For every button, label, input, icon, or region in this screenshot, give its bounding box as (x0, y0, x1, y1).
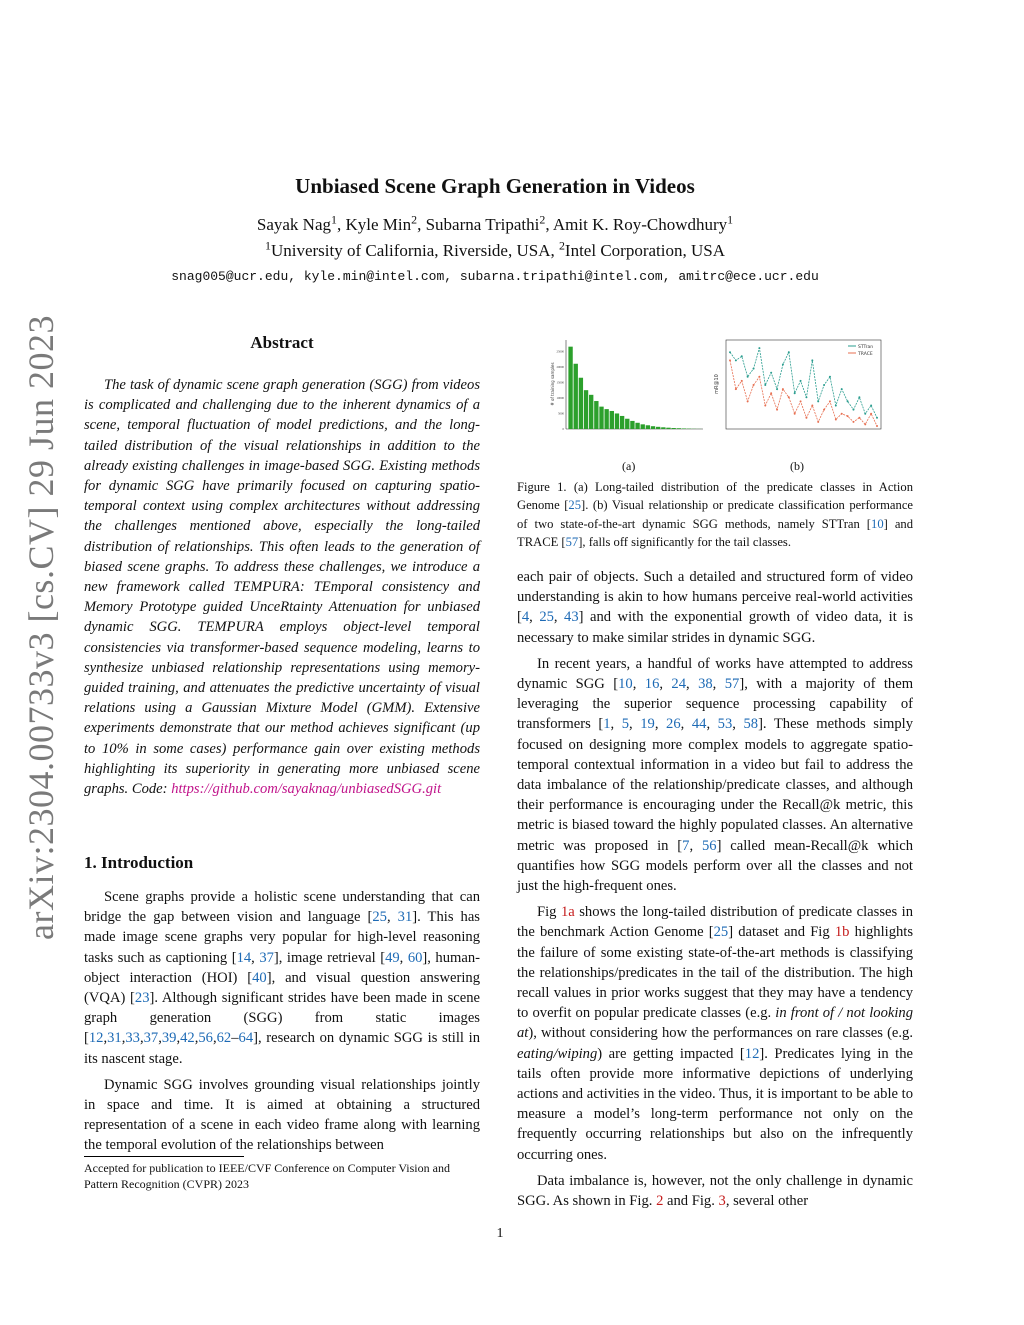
series-point (858, 417, 860, 419)
series-point (800, 400, 802, 402)
series-line (730, 348, 877, 418)
section-heading-introduction: 1. Introduction (84, 853, 194, 872)
paper-title: Unbiased Scene Graph Generation in Videos (295, 174, 695, 198)
y-tick-label: 20000 (556, 365, 564, 370)
bar (625, 419, 629, 429)
y-tick-label: 25000 (556, 349, 564, 354)
affiliations (0, 238, 990, 261)
citation-link[interactable]: 64 (238, 1030, 254, 1047)
code-link[interactable]: https://github.com/sayaknag/unbiasedSGG.git (171, 781, 442, 798)
affil-sup: 2 (558, 238, 565, 253)
bar (599, 407, 603, 429)
citation-link[interactable]: 53 (717, 716, 733, 733)
citation-link[interactable]: 33 (125, 1030, 140, 1047)
affiliation-1: University of California, Riverside, USA, (270, 241, 559, 260)
bar (656, 427, 660, 429)
series-point (852, 409, 854, 411)
citation-link[interactable]: 37 (259, 949, 274, 966)
intro-paragraph-2: Dynamic SGG involves grounding visual relationships jointly in space and time. It is aimed at obtaining a structured representation of a scene in each video frame along with learning the temporal evolution of the relationships between (84, 1076, 480, 1154)
author: Sayak Nag (256, 215, 332, 234)
citation-link[interactable]: 42 (180, 1030, 195, 1047)
citation-link[interactable]: 56 (701, 837, 717, 854)
bar (584, 390, 588, 429)
citation-link[interactable]: 57 (724, 676, 740, 693)
series-point (847, 415, 849, 417)
bar (666, 428, 670, 429)
series-point (841, 388, 843, 390)
series-point (811, 359, 813, 361)
series-point (770, 372, 772, 374)
citation-link[interactable]: 44 (691, 716, 707, 733)
citation-link[interactable]: 12 (744, 1045, 760, 1062)
author-sup: 2 (539, 212, 546, 227)
author-list: Sayak Nag$^1$, Kyle Min$^2$, Subarna Tripathi$^2$, Amit K. Roy-Chowdhury$^1$ (256, 212, 734, 234)
intro-paragraph-1: Scene graphs provide a holistic scene understanding that can bridge the gap between vision and language [25, 31]. This has made image scene graphs very popular for high-level reasoning tasks such as captioning [14, 37], image retrieval [49, 60], human-object interaction (HOI) [40], and visual question answering (VQA) [23]. Although significant strides have been made in scene graph generation (SGG) from static images [12,31,33,37,39,42,56,62–64], research on dynamic SGG is still in its nascent stage. (84, 889, 481, 1067)
citation-link[interactable]: 49 (385, 949, 400, 966)
series-point (829, 376, 831, 378)
legend (848, 344, 873, 357)
figure-1b-line-chart (706, 336, 886, 454)
author: Amit K. Roy-Chowdhury (552, 215, 728, 234)
citation-link[interactable]: 58 (743, 716, 759, 733)
citation-link[interactable]: 38 (698, 676, 713, 693)
series-point (758, 347, 760, 349)
y-tick-label: 5000 (558, 411, 564, 416)
series-point (735, 388, 737, 390)
y-tick-label: 0 (562, 427, 564, 432)
series-point (782, 364, 784, 366)
citation-link[interactable]: 60 (407, 949, 423, 966)
citation-link[interactable]: 10 (871, 516, 884, 531)
series-point (782, 388, 784, 390)
bar (635, 423, 639, 429)
author-emails: snag005@ucr.edu, kyle.min@intel.com, subarna.tripathi@intel.com, amitrc@ece.ucr.edu (171, 269, 819, 284)
series-point (870, 413, 872, 415)
series-point (870, 405, 872, 407)
series-point (829, 400, 831, 402)
right-paragraph-4: Data imbalance is, however, not the only challenge in dynamic SGG. As shown in Fig. 2 and Fig. 3, several other (517, 1172, 913, 1210)
bar (574, 364, 578, 429)
bar (615, 413, 619, 429)
citation-link[interactable]: 57 (565, 534, 579, 549)
citation-link[interactable]: 26 (666, 716, 681, 733)
citation-link[interactable]: 23 (134, 990, 150, 1007)
series-point (770, 392, 772, 394)
series-point (788, 396, 790, 398)
citation-link[interactable]: 25 (372, 909, 387, 926)
y-axis-label: mR@10 (714, 374, 720, 394)
abstract-body (84, 375, 480, 799)
citation-link[interactable]: 10 (618, 676, 633, 693)
bar (677, 428, 681, 429)
bar (604, 409, 608, 429)
citation-link[interactable]: 25 (539, 609, 554, 626)
figure-ref-link[interactable]: 1a (560, 904, 575, 921)
figure-ref-link[interactable]: 1b (834, 924, 850, 941)
citation-link[interactable]: 1 (603, 716, 611, 733)
series-point (741, 380, 743, 382)
series-point (835, 418, 837, 420)
series-point (747, 400, 749, 402)
series-point (858, 396, 860, 398)
citation-link[interactable]: 16 (644, 676, 660, 693)
series-point (852, 421, 854, 423)
citation-link[interactable]: 5 (621, 716, 629, 733)
series-point (876, 425, 878, 427)
series-point (823, 384, 825, 386)
figure-1a-bar-chart (548, 336, 708, 454)
bar (579, 378, 583, 429)
bar (620, 416, 624, 429)
series-point (747, 376, 749, 378)
bar (682, 428, 686, 429)
bar (661, 427, 665, 429)
arxiv-identifier: arXiv:2304.00733v3 [cs.CV] 29 Jun 2023 (21, 315, 61, 940)
bar (630, 421, 634, 429)
citation-link[interactable]: 25 (713, 924, 729, 941)
series-point (776, 388, 778, 390)
citation-link[interactable]: 31 (107, 1030, 122, 1047)
bar (651, 426, 655, 429)
series-point (776, 409, 778, 411)
right-paragraph-1: each pair of objects. Such a detailed and structured form of video understanding is akin to how humans perceive real-world activities [4, 25, 43] and with the exponential growth of video data, it is necessary to make similar strides in dynamic SGG. (517, 569, 914, 646)
bar (568, 347, 572, 429)
citation-link[interactable]: 19 (640, 716, 655, 733)
abstract-text: The task of dynamic scene graph generation (SGG) from videos is complicated and challenging due to the inherent dynamics of a scene, temporal fluctuation of model predictions, and the long-tailed distribution of the visual relationships in addition to the already existing challenges in image-based SGG. Existing methods for dynamic SGG have primarily focused on capturing spatio-temporal context using complex architectures without addressing the challenges mentioned above, especially the long-tailed distribution of relationships. This often leads to the generation of biased scene graphs. To address these challenges, we introduce a new framework called TEMPURA: TEmporal consistency and Memory Prototype guided UnceRtainty Attenuation for unbiased dynamic SGG. TEMPURA employs object-level temporal consistencies via transformer-based sequence modeling, learns to synthesize unbiased relationship representations using memory-guided training, and attenuates the predictive uncertainty of visual relations using a Gaussian Mixture Model (GMM). Extensive experiments demonstrate that our method achieves significant (up to 10% in some cases) performance gain over existing methods highlighting its superiority in generating more unbiased scene graphs. (84, 377, 480, 798)
author-sup: 1 (727, 212, 734, 227)
citation-link[interactable]: 62 (216, 1030, 232, 1047)
right-paragraph-2: In recent years, a handful of works have attempted to address dynamic SGG [10, 16, 24, 38, 57], with a majority of them leveraging the superior sequence processing capability of transformers [1, 5, 19, 26, 44, 53, 58]. These methods simply focused on designing more complex models to aggregate spatio-temporal contextual information in a video but fail to address the data imbalance of the relationship/predicate classes, and although their performance is encouraging under the Recall@k metric, this metric is biased toward the highly populated classes. An alternative metric was proposed in [7, 56] called mean-Recall@k which quantifies how SGG models perform over all the classes and not just the high-frequent ones. (517, 655, 914, 895)
series-point (800, 380, 802, 382)
abstract-heading: Abstract (250, 333, 314, 352)
series-point (764, 384, 766, 386)
citation-link[interactable]: 56 (198, 1030, 213, 1047)
legend-trace: TRACE (858, 352, 873, 357)
bar (610, 411, 614, 429)
citation-link[interactable]: 40 (252, 969, 267, 986)
series-point (794, 392, 796, 394)
citation-link[interactable]: 14 (236, 949, 252, 966)
affiliation-2: Intel Corporation, USA (564, 241, 725, 260)
bar (641, 424, 645, 429)
series-point (847, 400, 849, 402)
series-point (764, 405, 766, 407)
series-point (805, 396, 807, 398)
series-point (788, 351, 790, 353)
footnote-rule (84, 1156, 244, 1157)
intro-body (84, 887, 480, 1162)
citation-link[interactable]: 43 (564, 609, 579, 626)
figure-ref-link[interactable]: 2 (656, 1193, 664, 1210)
author: Subarna Tripathi (425, 215, 540, 234)
author-sup: 2 (411, 212, 418, 227)
bar (589, 395, 593, 429)
citation-link[interactable]: 37 (143, 1030, 159, 1047)
author: Kyle Min (345, 215, 412, 234)
series-point (729, 359, 731, 361)
series-point (841, 413, 843, 415)
right-paragraph-3: Fig 1a shows the long-tailed distribution of predicate classes in the benchmark Action Genome [25] dataset and Fig 1b highlights the failure of some existing state-of-the-art methods is classifying the relationships/predicates in the tail of the distribution. The high recall values in prior works suggest that they may have a tendency to overfit on popular predicate classes (e.g. in front of / not looking at), without considering how the performances on rare classes (e.g. eating/wiping) are getting impacted [12]. Predicates lying in the tails often provide more informative depictions of underlying actions and activities in the video. Thus, it is important to be able to measure a model’s long-term performance not only on the frequently occurring relationships but also on the infrequently occurring ones. (517, 904, 914, 1163)
series-point (805, 417, 807, 419)
series-point (753, 384, 755, 386)
page-number: 1 (496, 1226, 504, 1241)
series-point (864, 413, 866, 415)
series-point (817, 421, 819, 423)
citation-link[interactable]: 39 (161, 1030, 177, 1047)
citation-link[interactable]: 7 (682, 837, 690, 854)
right-column-body (517, 567, 913, 1217)
series-point (811, 405, 813, 407)
legend-sttran: STTran (858, 345, 874, 350)
citation-link[interactable]: 12 (88, 1030, 104, 1047)
figure-label-b: (b) (790, 459, 804, 473)
bar (671, 428, 675, 429)
citation-link[interactable]: 4 (521, 609, 530, 626)
series-point (758, 376, 760, 378)
series-point (823, 409, 825, 411)
y-tick-label: 15000 (556, 380, 564, 385)
series-point (729, 351, 731, 353)
bar (646, 425, 650, 429)
citation-link[interactable]: 24 (671, 676, 687, 693)
code-label: Code: (131, 781, 172, 798)
series-point (794, 413, 796, 415)
footnote: Accepted for publication to IEEE/CVF Conference on Computer Vision and Pattern Recognition (CVPR) 2023 (84, 1161, 450, 1191)
series-point (876, 417, 878, 419)
author-sup: 1 (331, 212, 337, 227)
y-axis-label: # of training samples (550, 362, 555, 406)
bar (594, 401, 598, 429)
figure-label-a: (a) (622, 459, 636, 473)
series-point (817, 400, 819, 402)
affil-sup: 1 (265, 238, 271, 253)
figure-ref-link[interactable]: 3 (718, 1193, 726, 1210)
series-point (735, 359, 737, 361)
citation-link[interactable]: 25 (568, 498, 582, 513)
series-point (864, 423, 866, 425)
series-point (753, 368, 755, 370)
y-tick-label: 10000 (556, 396, 564, 401)
citation-link[interactable]: 31 (397, 909, 413, 926)
series-point (835, 405, 837, 407)
series-point (741, 355, 743, 357)
figure-1-caption: Figure 1. (a) Long-tailed distribution of the predicate classes in Action Genome [25]. (b) Visual relationship or predicate classification performance of two state-of-the-art dynamic SGG methods, namely STTran [10] and TRACE [57], falls off significantly for the tail classes. (517, 480, 914, 549)
